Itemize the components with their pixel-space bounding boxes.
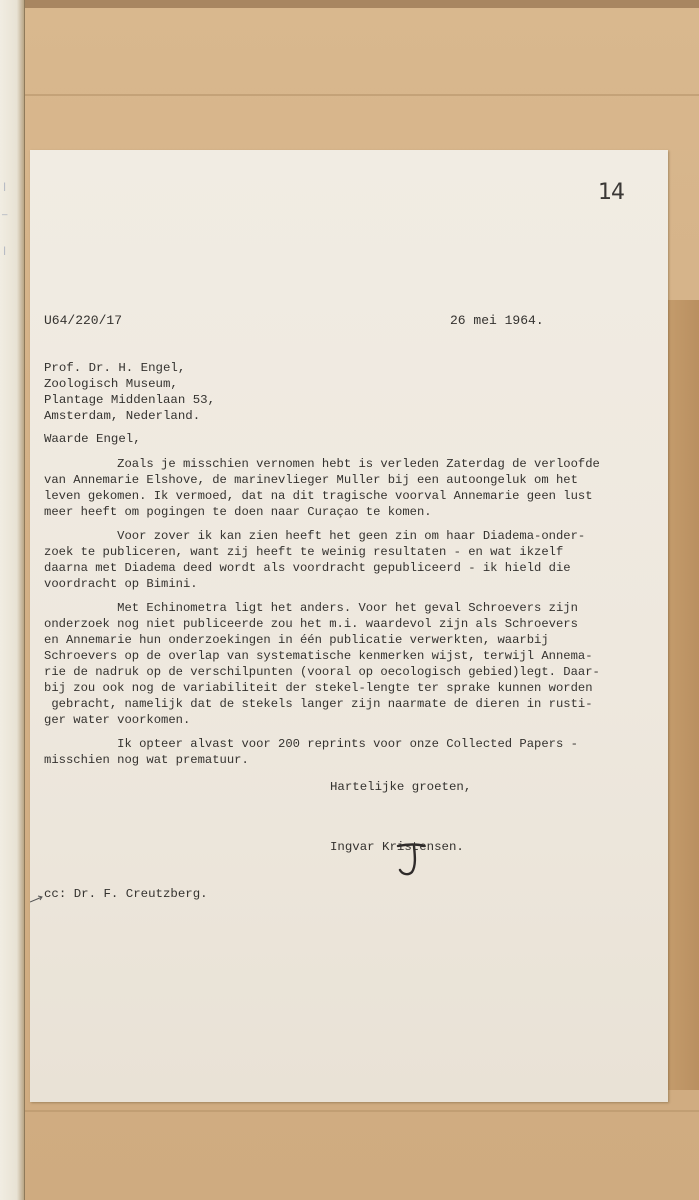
salutation: Waarde Engel, bbox=[44, 432, 141, 446]
text-line: Schroevers op de overlap van systematische kenmerken wijst, terwijl Annema- bbox=[44, 649, 593, 663]
text-line: voordracht op Bimini. bbox=[44, 577, 198, 591]
folder-fold-line bbox=[18, 94, 699, 96]
text-line: gebracht, namelijk dat de stekels langer zijn naarmate de dieren in rusti- bbox=[44, 697, 593, 711]
handwritten-page-number: 14 bbox=[598, 180, 624, 205]
text-line: Zoals je misschien vernomen hebt is verleden Zaterdag de verloofde bbox=[44, 457, 600, 471]
paragraph-1 bbox=[44, 456, 634, 520]
signatory-name: Ingvar Kristensen. bbox=[330, 840, 464, 854]
paragraph-2 bbox=[44, 528, 634, 592]
stray-mark: — bbox=[2, 210, 8, 220]
text-line: Met Echinometra ligt het anders. Voor het geval Schroevers zijn bbox=[44, 601, 578, 615]
folder-fold-line-lower bbox=[18, 1110, 699, 1112]
recipient-address bbox=[44, 360, 215, 424]
text-line: ger water voorkomen. bbox=[44, 713, 191, 727]
adjacent-page-edge bbox=[0, 0, 25, 1200]
text-line: daarna met Diadema deed wordt als voordracht gepubliceerd - ik hield die bbox=[44, 561, 571, 575]
text-line: Ik opteer alvast voor 200 reprints voor onze Collected Papers - bbox=[44, 737, 578, 751]
closing: Hartelijke groeten, bbox=[330, 780, 472, 794]
carbon-copy: cc: Dr. F. Creutzberg. bbox=[44, 887, 208, 901]
text-line: misschien nog wat prematuur. bbox=[44, 753, 249, 767]
text-line: leven gekomen. Ik vermoed, dat na dit tragische voorval Annemarie geen lust bbox=[44, 489, 593, 503]
arrow-mark-icon bbox=[30, 894, 44, 904]
text-line: van Annemarie Elshove, de marinevlieger Muller bij een autoongeluk om het bbox=[44, 473, 578, 487]
letter-reference: U64/220/17 bbox=[44, 313, 123, 328]
address-line: Zoologisch Museum, bbox=[44, 377, 178, 391]
stray-mark: | bbox=[2, 246, 8, 256]
address-line: Plantage Middenlaan 53, bbox=[44, 393, 216, 407]
text-line: bij zou ook nog de variabiliteit der stekel-lengte ter sprake kunnen worden bbox=[44, 681, 593, 695]
text-line: zoek te publiceren, want zij heeft te weinig resultaten - en wat ikzelf bbox=[44, 545, 564, 559]
text-line: en Annemarie hun onderzoekingen in één publicatie verwerkten, waarbij bbox=[44, 633, 549, 647]
text-line: rie de nadruk op de verschilpunten (vooral op oecologisch gebied)legt. Daar- bbox=[44, 665, 600, 679]
address-line: Amsterdam, Nederland. bbox=[44, 409, 201, 423]
stray-mark: | bbox=[2, 182, 8, 192]
text-line: meer heeft om pogingen te doen naar Curaçao te komen. bbox=[44, 505, 432, 519]
folder-top-edge bbox=[18, 0, 699, 8]
paragraph-3 bbox=[44, 600, 634, 728]
address-line: Prof. Dr. H. Engel, bbox=[44, 361, 186, 375]
letter-date: 26 mei 1964. bbox=[450, 313, 544, 328]
text-line: onderzoek nog niet publiceerde zou het m.i. waardevol zijn als Schroevers bbox=[44, 617, 578, 631]
letter-sheet bbox=[30, 150, 668, 1102]
folder-side-strip bbox=[664, 300, 699, 1090]
text-line: Voor zover ik kan zien heeft het geen zin om haar Diadema-onder- bbox=[44, 529, 586, 543]
paragraph-4 bbox=[44, 736, 634, 768]
